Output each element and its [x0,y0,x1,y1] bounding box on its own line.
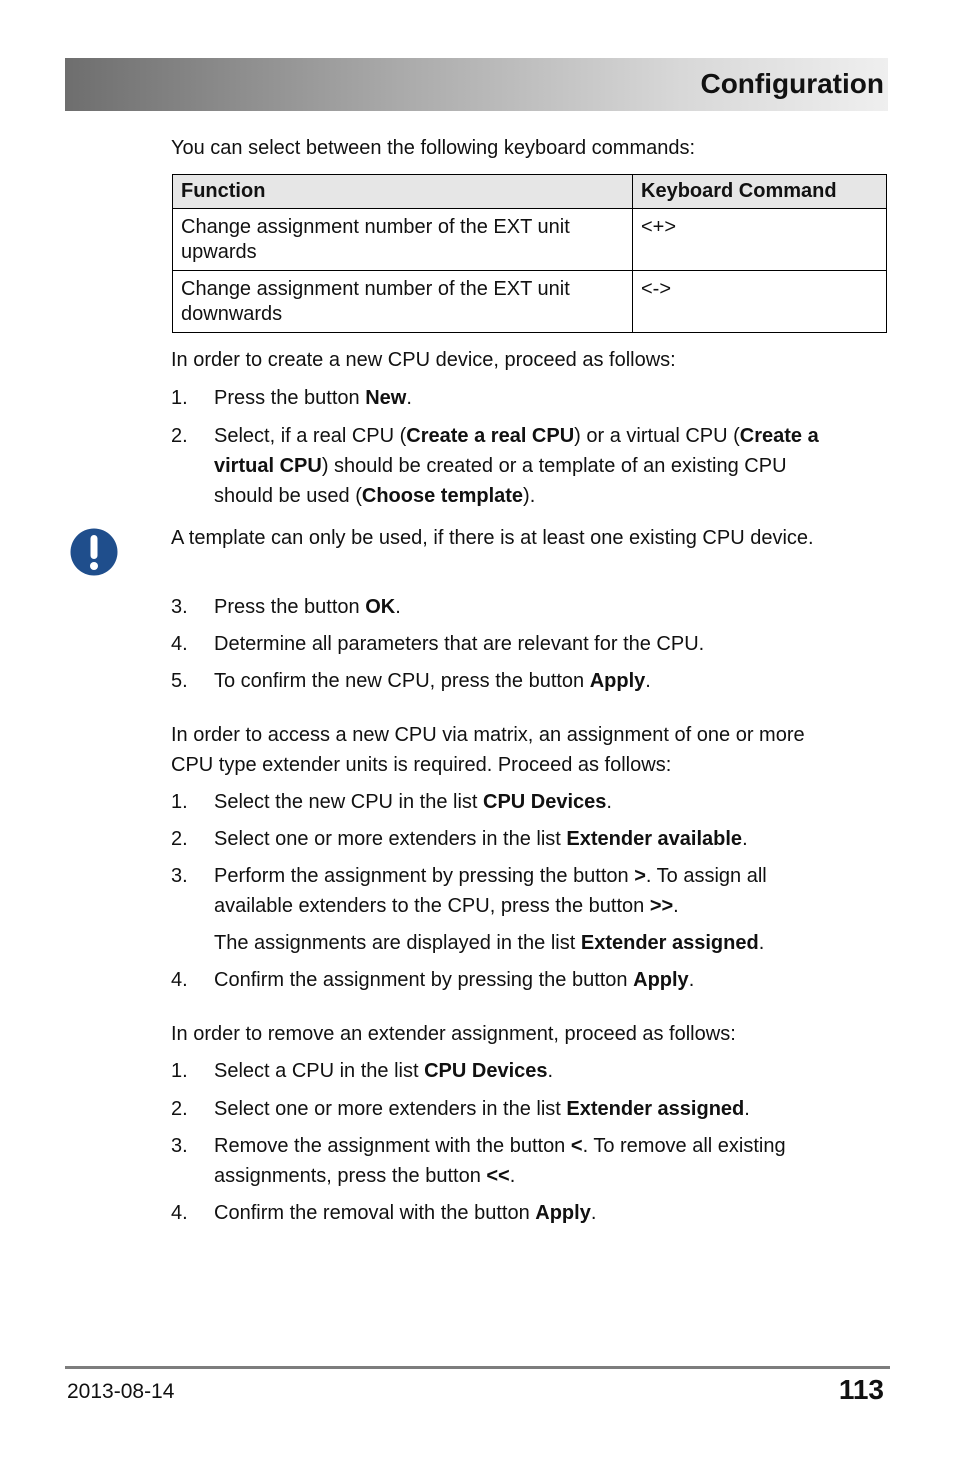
bold-term: Choose template [361,485,524,507]
step-number: 4. [171,633,188,655]
text-run: . [673,895,679,917]
bold-term: CPU Devices [483,791,607,813]
step-number: 2. [171,828,188,850]
text-run: . [742,828,748,850]
text-run: Select, if a real CPU ( [214,425,407,447]
text-run: ) or a virtual CPU ( [574,425,740,447]
text-line [214,1161,874,1191]
text-run: The assignments are displayed in the list [214,932,581,954]
table-cell-command: <+> [633,209,887,271]
step-number: 1. [171,791,188,813]
bold-term: Create a real CPU [406,425,575,447]
text-run: Select one or more extenders in the list [214,828,567,850]
text-run: Select a CPU in the list [214,1060,425,1082]
step-number: 3. [171,1135,188,1157]
footer-date: 2013-08-14 [67,1380,175,1403]
step-number: 2. [171,1098,188,1120]
note-text: A template can only be used, if there is at least one existing CPU device. [171,527,814,549]
text-line [214,451,874,481]
step-number: 3. [171,865,188,887]
text-run: . [758,932,765,954]
bold-term: Apply [535,1202,591,1224]
step-text [214,421,874,511]
page-number: 113 [838,1374,884,1405]
text-line: CPU type extender units is required. Proceed as follows: [171,754,672,776]
text-run: . [547,1060,554,1082]
text-run: Confirm the assignment by pressing the button [214,969,634,991]
bold-term: Extender assigned [580,932,759,954]
text-run: . [395,596,401,618]
bold-term: Extender assigned [566,1098,745,1120]
step-text: Determine all parameters that are relevant for the CPU. [214,633,705,655]
chapter-title: Configuration [700,68,884,99]
table-header-row [173,175,887,209]
keyboard-commands-table [172,174,887,333]
text-run: Select the new CPU in the list [214,791,484,813]
step-text [214,383,874,413]
text-run: . [645,670,651,692]
text-run: To confirm the new CPU, press the button [214,670,590,692]
text-line [214,891,874,921]
text-run: assignments, press the button [214,1165,487,1187]
step-number: 4. [171,1202,188,1224]
step-text [214,592,874,622]
section1-intro: In order to create a new CPU device, proceed as follows: [171,349,676,371]
section2-intro [171,720,871,780]
step-number: 5. [171,670,188,692]
bold-term: Extender available [566,828,743,850]
text-run: . To assign all [645,865,767,887]
text-line: In order to access a new CPU via matrix, an assignment of one or more [171,724,805,746]
text-run: Confirm the removal with the button [214,1202,536,1224]
table-cell-function [173,271,633,333]
bold-term: << [486,1165,510,1187]
text-line [214,1131,874,1161]
bold-term: > [634,865,646,887]
cell-line: Change assignment number of the EXT unit [181,278,570,300]
bold-term: CPU Devices [424,1060,548,1082]
text-run: . [688,969,695,991]
step-text [214,824,874,854]
cell-line: upwards [181,241,257,263]
step-number: 2. [171,425,188,447]
bold-term: virtual CPU [214,455,322,477]
step-text [214,1131,874,1191]
text-run: should be used ( [214,485,362,507]
step-text [214,861,874,921]
text-line [214,861,874,891]
table-intro: You can select between the following keyboard commands: [171,137,696,159]
text-line [214,481,874,511]
bold-term: >> [649,895,674,917]
table-cell-command: <-> [633,271,887,333]
step-text [214,666,874,696]
text-run: Remove the assignment with the button [214,1135,571,1157]
step-text [214,787,874,817]
table-cell-function [173,209,633,271]
chapter-header-bar [65,58,888,111]
step-number: 1. [171,1060,188,1082]
section3-intro: In order to remove an extender assignment, proceed as follows: [171,1023,736,1045]
text-run: Perform the assignment by pressing the button [214,865,635,887]
column-header-function: Function [173,175,633,209]
column-header-keyboard-command: Keyboard Command [633,175,887,209]
bold-term: Create a [739,425,819,447]
step-number: 3. [171,596,188,618]
text-run: . To remove all existing [582,1135,786,1157]
bold-term: New [365,387,407,409]
cell-line: downwards [181,303,283,325]
text-run: Select one or more extenders in the list [214,1098,567,1120]
text-run: Press the button [214,387,366,409]
step-text [214,1056,874,1086]
footer-divider [65,1366,890,1369]
text-run: ) should be created or a template of an existing CPU [321,455,787,477]
bold-term: Apply [589,670,646,692]
table-row [173,209,887,271]
table-row [173,271,887,333]
text-run: . [606,791,612,813]
step-number: 4. [171,969,188,991]
exclamation-circle-icon [70,528,118,576]
text-run: . [406,387,412,409]
bold-term: Apply [633,969,689,991]
text-run: available extenders to the CPU, press the button [214,895,650,917]
text-run: . [744,1098,750,1120]
step-number: 1. [171,387,188,409]
text-run: ). [523,485,536,507]
text-line [214,421,874,451]
step-text [214,1198,874,1228]
text-run: Press the button [214,596,366,618]
text-run: . [509,1165,516,1187]
step-text [214,928,874,958]
step-text [214,965,874,995]
bold-term: < [570,1135,583,1157]
step-text [214,1094,874,1124]
bold-term: OK [365,596,396,618]
text-run: . [590,1202,597,1224]
cell-line: Change assignment number of the EXT unit [181,216,570,238]
